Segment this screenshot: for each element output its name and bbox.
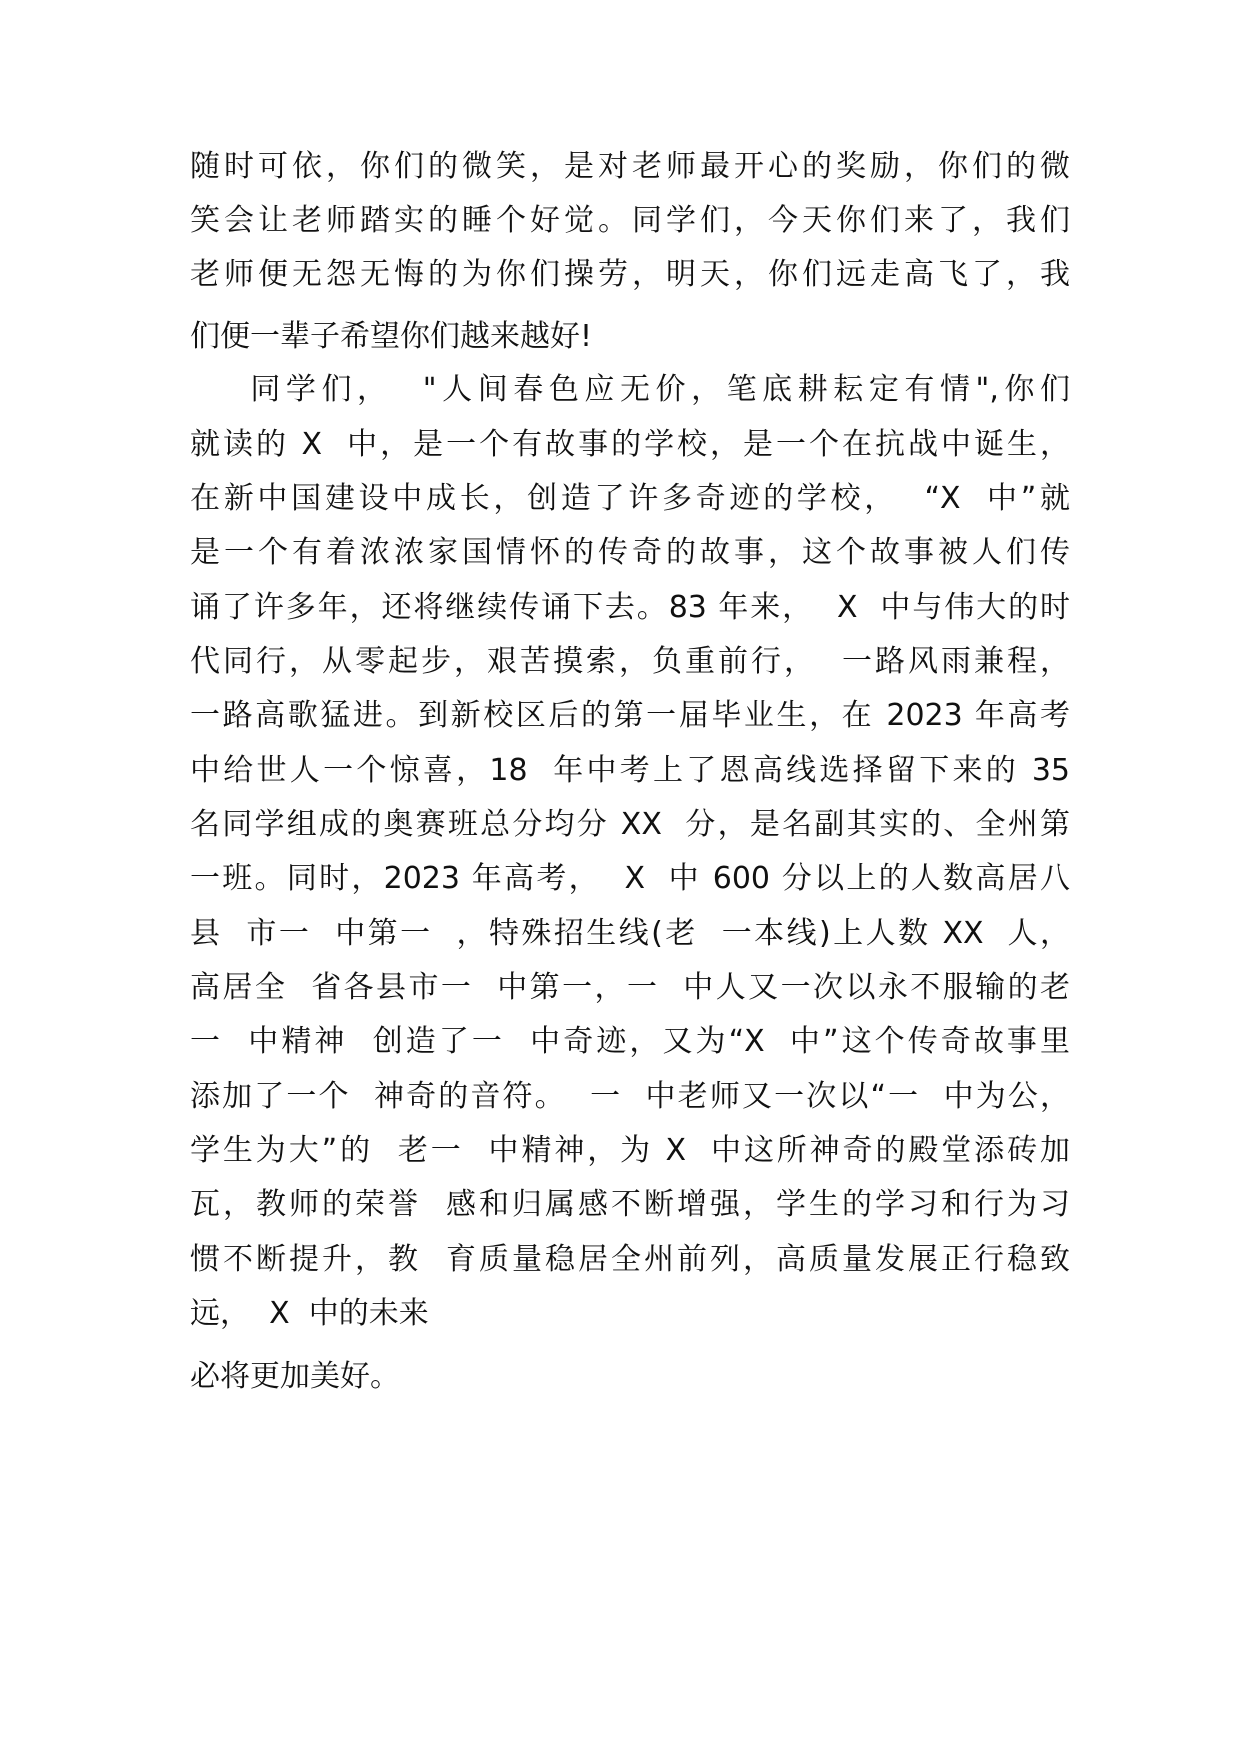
- text-line: 高居全 省各县市一 中第一，一 中人又一次以永不服输的老: [190, 970, 1070, 1005]
- text-line: 县 市一 中第一 ，特殊招生线(老 一本线)上人数 XX 人，: [190, 916, 1070, 951]
- text-line: 名同学组成的奥赛班总分均分 XX 分，是名副其实的、全州第: [190, 807, 1070, 842]
- text-line: 惯不断提升，教 育质量稳居全州前列，高质量发展正行稳致: [190, 1242, 1070, 1277]
- text-line: 笑会让老师踏实的睡个好觉。同学们，今天你们来了，我们: [190, 203, 1070, 238]
- text-line: 在新中国建设中成长，创造了许多奇迹的学校， “X 中”就: [190, 481, 1070, 516]
- text-line: 远， X 中的未来: [190, 1296, 429, 1331]
- text-line: 代同行，从零起步，艰苦摸索，负重前行， 一路风雨兼程，: [190, 644, 1070, 679]
- text-line: 一 中精神 创造了一 中奇迹，又为“X 中”这个传奇故事里: [190, 1024, 1070, 1059]
- text-line: 就读的 X 中，是一个有故事的学校，是一个在抗战中诞生，: [190, 427, 1070, 462]
- text-line: 是一个有着浓浓家国情怀的传奇的故事，这个故事被人们传: [190, 535, 1070, 570]
- text-line: 们便一辈子希望你们越来越好!: [190, 319, 593, 354]
- text-line: 添加了一个 神奇的音符。 一 中老师又一次以“一 中为公，: [190, 1079, 1070, 1114]
- text-line: 一班。同时，2023 年高考， X 中 600 分以上的人数高居八: [190, 861, 1070, 896]
- text-line: 同学们， "人间春色应无价，笔底耕耘定有情",你们: [190, 372, 1070, 407]
- text-line: 瓦，教师的荣誉 感和归属感不断增强，学生的学习和行为习: [190, 1187, 1070, 1222]
- text-line: 中给世人一个惊喜，18 年中考上了恩高线选择留下来的 35: [190, 753, 1070, 788]
- text-line: 一路高歌猛进。到新校区后的第一届毕业生，在 2023 年高考: [190, 698, 1070, 733]
- text-line: 学生为大”的 老一 中精神，为 X 中这所神奇的殿堂添砖加: [190, 1133, 1070, 1168]
- text-line: 随时可依，你们的微笑，是对老师最开心的奖励，你们的微: [190, 149, 1070, 184]
- text-line: 诵了许多年，还将继续传诵下去。83 年来， X 中与伟大的时: [190, 590, 1070, 625]
- text-line: 必将更加美好。: [190, 1359, 400, 1394]
- text-line: 老师便无怨无悔的为你们操劳，明天，你们远走高飞了，我: [190, 257, 1070, 292]
